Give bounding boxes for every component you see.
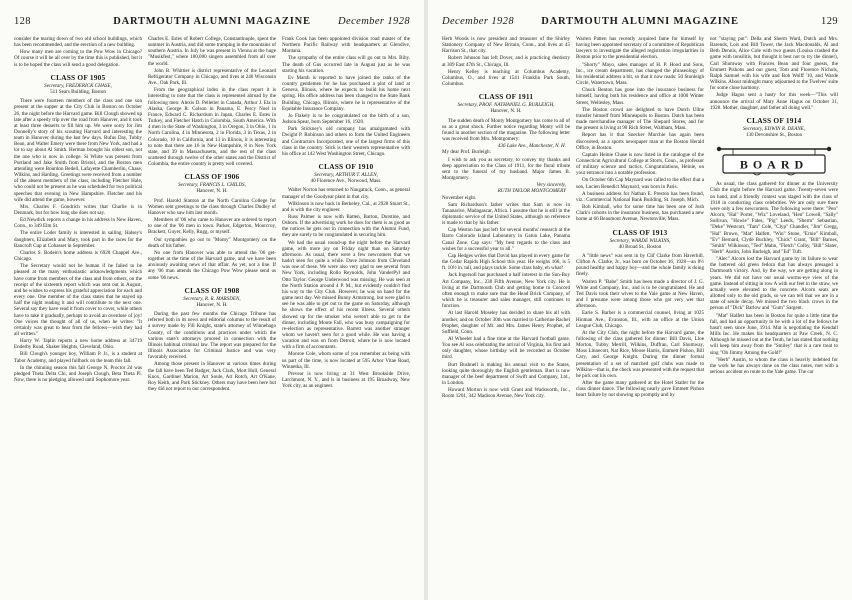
- issue-date: December 1928: [442, 16, 514, 27]
- paragraph: Warren Patten has recently acquired fame for himself by having been appointed secretary of a committee of Republican lawyers to investigate the alleged registration irregularities in Boston prior to the presidential election.: [576, 36, 704, 61]
- paragraph: Judge Hagus sent a hasty for this week—"This will announce the arrival of Mary Anne Hagus on October 31, 1928. Mother, daughter, and father all doing well.": [710, 92, 838, 111]
- right-column-1: [442, 36, 570, 596]
- paragraph: On October 6th Cap Maynard was called to the effect that a son, Lucien Benedict Maynard, was born in Paris.: [576, 177, 704, 190]
- paragraph: Charles S. Bodein's home address is 6920 Chappel Ave., Chicago.: [14, 249, 142, 263]
- right-page: [428, 0, 852, 600]
- right-column-3: [710, 36, 838, 596]
- paragraph: How many men are coming to the Pow Wow in Chicago? Of course it will be all over by the time this is published, but it is to be hoped the class will send a good delegation.: [14, 49, 142, 68]
- secretary-line: Secretary, FREDERICK CHASE,: [44, 82, 112, 89]
- letter-body: I wish to ask you as secretary, to convey my thanks and deep appreciation to the Class of 1911, for the floral tribute sent to the funeral of my husband. Major James B. Montgomery.: [442, 156, 570, 182]
- page-number: 128: [14, 16, 31, 27]
- class-heading: CLASS OF 1910: [318, 161, 374, 171]
- paragraph: Robert Johnson has left Dover, and is practicing dentistry at 309 East 47th St., Chicago, Ill.: [442, 55, 570, 68]
- secretary-line: Secretary, WARDE WILKINS,: [609, 237, 671, 244]
- paragraph: A "little news" was sent in by Clif Clarke from Haverhill. Clifton A. Clarke, Jr., was born on October 16, 1928—an 8½ pound healthy and happy boy—and the whole family is doing finely.: [576, 252, 704, 278]
- class-heading: CLASS OF 1908: [184, 285, 240, 295]
- class-heading: CLASS OF 1911: [478, 92, 534, 102]
- letter-salutation: My dear Prof. Burleigh:: [442, 149, 491, 156]
- paragraph: Members of '06 who came to Hanover are ordered to report to one of the '06 men in town. Parker, Edgerton, Moorcroy, Brackett, Guyer, Kelly, Rugg, or myself.: [148, 217, 276, 236]
- left-page: [0, 0, 424, 600]
- paragraph: Herb Woods is now president and treasurer of the Shirley Stationery Company of New Britain, Conn., and lives at 45 Harrison St., that city.: [442, 36, 570, 55]
- paragraph: There were fourteen members of the class and one son present at the supper at the City Club in Boston on October 26, the night before the Harvard game. Bill Clough showed up late after a speedy trip over the road from Hanover, and it took at least three desserts to fill him up. We were sorry for Jim Donnelly's story of his scouting Harvard and interesting the team in Hanover during the last few days. Rufus Day, Tubby Bean, and Walter Emery were there from New York, and had a lot to say about Al Smith. Herman brought his oldest son, not the one who is now in college. Si White was present from Portland and Jake Smith from Bristol, and the Boston men attending were Bourdon Bedell, Lafayette Chamberlin, Chase, Wilkins, and Harding. Greetings were received from a number of the absent members of the class, including Fletcher Hale, who could not be present as he was scheduled for two political speeches that evening in New Hampshire. Fletcher and his wife did attend the game, however.: [14, 98, 142, 203]
- paragraph: The sympathy of the entire class will go out to Mrs. Biby. The death of Gus occurred late in August just as he was starting his vacation.: [282, 55, 410, 74]
- paragraph: Monroe Cole, whom some of you remember as being with us part of the time, is now located at 595 Arbor Vitae Road, Winnetka, Ill.: [282, 351, 410, 370]
- paragraph: At last Harold Moseley has decided to share his all with another, and on October 30th was married to Catherine Rachel Prophet, daughter of Mr. and Mrs. James Henry Prophet, of Suffield, Conn.: [442, 310, 570, 335]
- secretary-address: 40 Broad St., Boston: [618, 243, 662, 250]
- paragraph: As usual, the class gathered for dinner at the University Club the night before the Harvard game. Twenty-seven were on hand, and a friendly contest was staged with the class of 1918 in conducting class celebrities. We are only sure there were only a few newcomers. The following were there: "Pen" Alcorn, "Hal" Porter, "Wiz" Loveland, "Hen" Lowell, "Sally" Sullivan, "Howie" Fales, "Pig" Leeds, "Sherm" Sebastian, "Deke" Westcott, "Tam" Cole, "Clyp" Chandler, "Jim" Gregg, "Hal" Brown, "Mat" Halfett, "Win" Stone, "Ernie" Kimball, "Ev" Bernard, Clyde Buckley, "Chick" Grant, "Bill" Barnes, "Smith" Wilkinson, "Ted" Mahn, "Fletch" Colby, "Bill" Slater, "Herb" Austin, John Burleigh, and "Ed" Tuft.: [710, 181, 838, 255]
- paragraph: After the game many gathered at the Hotel Statler for the class dinner dance. The following nearly gave Emmett Pishon heart failure by not showing up promptly and by: [576, 380, 704, 399]
- running-header-right: [428, 16, 852, 30]
- paragraph: From the geographical index in the class report it is interesting to note that the class is represented abroad by the following men: Alexis D. Pelletier in Canada, Arthur J. Ela in Alaska, George R. Colson in Panama, E. Percy Noel in France, Edward C. Richardson in Japan, Charles E. Estes in Turkey, and Fletcher Hatch in Colombia, South America. With 4 men in the State of Washington, 3 in Oregon, 3 in Ohio, 1 in North Carolina, 4 in Minnesota, 2 in Florida, 3 in Texas, 2 in Colorado, 10 in California, and 13 in Illinois, it is interesting to note that there are 16 in New Hampshire, 8 in New York state, and 39 in Massachusetts, and the rest of the class scattered through twelve of the other states and the District of Columbia, the entire country is pretty well covered.: [148, 87, 276, 168]
- paragraph: Prof. Harold Stanton at the North Carolina College for Women sent greetings to the class through Charles Dudley of Hanover who saw him last month.: [148, 197, 276, 216]
- paragraph: not "staying put": Della and Sherm Ward, Dutch and Mrs. Barends, Lois and Bill Tower, the Jack Macdonalds, Al and Beth Dennis, Alice Cole with two guests (Louisa crashed the game with tonsilitis, but thought it best not to try the dinner), Carl Shumway with Frances Bean and four guests, the Emmett Pishons and our guest, Tom and Florence Nichols, Ralph Samuel with his wife and Bob Wolff '10, and Warde Wilkins. About midnight many adjourned to the Twelves' suite for some close harmony.: [710, 36, 838, 92]
- paragraph: Warren P. "Babe" Smith has been made a director of J. G. White and Company, Inc., and is to be congratulated. He and Ted Davis took their wives to the Yale game at New Haven, and I presume were among those who got very wet that afternoon.: [576, 278, 704, 310]
- secretary-address: 40 Florence Ave., Norwood, Mass.: [310, 178, 382, 185]
- secretary-line: Secretary, ARTHUR T. ALLEN,: [314, 171, 378, 178]
- left-column-2: [148, 36, 276, 596]
- paragraph: Harry W. Taplin reports a new home address at 34719 Enderby Road, Shaker Heights, Cleveland, Ohio.: [14, 338, 142, 351]
- paragraph: Cap Hedges writes that David has played in every game for the Cedar Rapids High School this year. He weighs 166, is 5 ft. 10½ in. tall, and plays tackle. Some class baby, eh what?: [442, 252, 570, 272]
- running-header-left: [0, 16, 424, 30]
- paragraph: Bill Clough's younger boy, William P. Jr., is a student at Tabor Academy, and played fullback on the team this fall.: [14, 351, 142, 364]
- paragraph: A business address for Nathan E. Preston has been found, viz.: Commercial National Bank Building, St. Joseph, Mich.: [576, 190, 704, 203]
- paragraph: "Herb" Austin, to whom the class is heavily indebted for the work he has always done on the class notes, met with a serious accident en route to the Yale game. The car: [710, 356, 838, 375]
- paragraph: The sudden death of Monty Montgomery has come to all of us as a great shock. Further notice regarding Monty will be found in another section of the magazine. The following letter was received from Mrs. Montgomery:: [442, 117, 570, 143]
- paragraph: In the chinning season this fall George N. Proctor 2d was pledged Theta Delta Chi, and Joseph Clough, Beta Theta Pi. Now, there is no pledging allowed until Sophomore year.: [14, 364, 142, 384]
- paragraph: Captain Heinie Chase is now listed in the catalogue of the Connecticut Agricultural College at Storrs, Conn., as professor of military science and tactics. Congratulations, Heinie, on your entrance into a notable profession.: [576, 151, 704, 177]
- magazine-title: DARTMOUTH ALUMNI MAGAZINE: [113, 16, 311, 27]
- page-number: 129: [821, 16, 838, 27]
- paragraph: Wilkinson is now back in Berkeley, Cal., at 2928 Stuart St., and is with the city engineer.: [282, 200, 410, 213]
- paragraph: Walter Norton has returned to Naugatuck, Conn., as general manager of the Goodyear plant in that city.: [282, 187, 410, 200]
- paragraph: We had the usual round-up the night before the Harvard game, with more joy on Friday night than on Saturday afternoon. As usual, there were a few newcomers that we hadn't seen for quite a while. Dave Johnson from Cleveland was one of these. We were also very glad to see several from New York, including Rollo Reynolds, John VanderPyl and Otto Taylor. George Underwood was missing. He was seen at the North Station around 4 P. M., but evidently couldn't find his way to the City Club. However, he was on hand for the game next day. We missed Bunny Armstrong, but were glad to see he was able to get out to the game on Saturday, although he shows the effect of his recent illness. Several others showed up for the smoker who weren't able to get to the dinner, including Monte Fall, who was busy campaigning for re-election as representative. Barrett was another stranger whom we haven't seen for a good while. He was having a vacation and was on from Detroit, where he is now located with a firm of accountants.: [282, 239, 410, 351]
- class-heading: CLASS OF 1905: [50, 72, 106, 82]
- paragraph: The entire Loder family is interested in sailing. Halsey's daughters, Elizabeth and Mary, took part in the races for the Bancroft Cup at Cohasset in September.: [14, 230, 142, 249]
- letter-date: November eight.: [442, 194, 477, 201]
- paragraph: Jo Flakely is to be congratulated on the birth of a son, Judson Spear, born September 16, 1928.: [282, 112, 410, 126]
- paragraph: "Alec" Alcorn lost the Harvard game by its failure to wear the battered old green fedora that has always presaged a Dartmouth victory. And, by the way, we are getting along in years. We did not have our usual worms-eye view of the game. Instead of sitting in row A with our feet in the straw, we actually were elevated to the concrete. Alcorn seats are allotted only to the old grads, so we can tell that we are in a state of senile decay. We missed the two black crows in the person of "Dick" Barlow and "Gum" Sargent.: [710, 256, 838, 312]
- hanging-sign-icon: [713, 143, 835, 177]
- left-column-1: [14, 36, 142, 596]
- paragraph: Jack Ingersoll has purchased a half interest in the Sun-Boy Art Company, Inc., 230 Fifth Avenue, New York city. He is living at the Dartmouth Club and getting home to Concord often enough to make sure that the Head Brick Company, of which he is treasurer and sales manager, still continues to function.: [442, 272, 570, 310]
- paragraph: Among those present in Hanover at various times during the fall have been Ted Badger, Jack Clark, Mort Hull, General Knox, Gardiner Marion, Art Soule, Art Rotch, Art O'Kane, Roy Keith, and Park Stickney. Others may have been here but they did not report to our correspondent.: [148, 361, 276, 392]
- secretary-line: Secretary, R. R. MARSDEN,: [183, 295, 241, 302]
- secretary-address: Hanover, N. H.: [196, 301, 228, 308]
- paragraph: Frank Cook has been appointed division road master of the Northern Pacific Railway with headquarters at Glendive, Montana.: [282, 36, 410, 55]
- paragraph: "Mat" Halfett has been in Boston for quite a little time the fall, and had an opportunity to be with a lot of the fellows he hasn't seen since June, 1914. Mat is negotiating the Kendall Mills Inc. He makes his headquarters at Paw Creek, N. C. Although he missed out at the Tenth, he has stated that nothing will keep him away from the "Smiley" that is a rare treat to sing "Oh Jimmy Among the Gold!": [710, 312, 838, 356]
- paragraph: Prevear is now living at 31 West Brookside Drive, Larchmont, N. Y., and is in business at 195 Broadway, New York city, as an engineer.: [282, 370, 410, 390]
- paragraph: Report has it that Snecker Murchie has again been discovered, as a sports newspaper man at the Boston Herald Office, in Boston.: [576, 132, 704, 151]
- paragraph: Henry Kelley is teaching at Columbus Academy, Columbus, O., and lives at 1541 Franklin Park South, Columbus.: [442, 68, 570, 88]
- paragraph: "Shorty" Mayo, sales manager of H. P. Hood and Sons, Inc., ice cream department, has changed the phraseology of his residential address a bit, so that it now reads: 50 Stonleigh Circle, Watertown, Mass.: [576, 61, 704, 87]
- letter-closing: Very sincerely,: [536, 182, 566, 189]
- paragraph: At the City Club, the night before the Harvard game, the following of the class gathered for dinner: Bill Davis, Lloe Morton, Tubby Merrill, Wilkins, Duffran, Carl Shumway, Moss Linnecott, Nat Rice, Moose Harris, Emmett Pishon, Bill Cary, and George Knight. During the dinner formal presentation of a set of matched golf clubs was made to Wilkins—that is, the check was presented with the request that he pick out his own.: [576, 329, 704, 379]
- paragraph: During the past few months the Chicago Tribune has referred both in its news and editorial columns to the result of a survey made by Fill Knight, state's attorney of Winnebago County, of the conditions and practices under which the various state's attorneys proceed in connection with the Illinois habitual criminal law. The report was prepared for the Illinois Association for Criminal Justice and was very favorably received.: [148, 311, 276, 361]
- secretary-address: 130 Devonshire St., Boston: [745, 132, 803, 139]
- paragraph: The Secretary would not be human if he failed to be pleased at the many enthusiastic acknowledgments which have come from members of the class and from others, on the receipt of the sixteenth report which was sent out in August, and he wishes to express his grateful appreciation for each and every one. One member of the class states that he stayed up half the night reading it and will contribute to the next one. Several say they have read it from cover to cover, while others have to take it gradually, perhaps to avoid an overdose of joy! One voices the thought of all of us, when he writes: "It certainly was great to hear from the fellows—wish they had all written.": [14, 263, 142, 337]
- sign-lettering: BOARD: [739, 157, 809, 172]
- secretary-line: Secretary, EDWIN R. DEANE,: [742, 125, 806, 132]
- class-heading: CLASS OF 1906: [184, 172, 240, 182]
- class-heading: CLASS OF 1913: [612, 227, 668, 237]
- secretary-line: Secretary, PROF. NATHANIEL G. BURLEIGH,: [457, 102, 555, 109]
- paragraph: Charles E. Estes of Robert College, Constantinople, spent the summer in Austria, and did some tramping in the mountains of southern Austria. In July he was present in Vienna at the huge "Musikfest," where 180,000 singers assembled from all over the world.: [148, 36, 276, 67]
- class-heading: CLASS OF 1914: [746, 115, 802, 125]
- paragraph: Cap Weston has just left for several months' research at the Barro Colorado Island Laboratory in Gatun Lake, Panama Canal Zone. Cap says: "My best regards to the class and wishes for a successful year to all.": [442, 227, 570, 252]
- class-emblem-illustration: [713, 143, 835, 177]
- paragraph: Our sympathies go out to "Monty" Montgomery on the death of his father.: [148, 236, 276, 249]
- paragraph: Burt Bushnell is making his annual visit to the States, looking quite thoroughly the English gentleman. Burt is now manager of the beef department of Swift and Company, Ltd., in London.: [442, 361, 570, 387]
- paragraph: Chuck Benton has gone into the insurance business for himself, having both his residence and office at 1000 Winter Street, Wellesley, Mass.: [576, 87, 704, 106]
- paragraph: Mrs. Charles F. Goodrich writes that Charlie is in Denmark, but for how long she does not say.: [14, 203, 142, 216]
- paragraph: Ed Newdick reports a change in his address in New Haven, Conn., to 349 Elm St.: [14, 217, 142, 230]
- secretary-address: Hanover, N. H.: [196, 188, 228, 195]
- paragraph: Earle S. Barber is a commercial counsel, living at 1025 Hinman Ave., Evanston, Ill., with an office at the Union League Club, Chicago.: [576, 310, 704, 329]
- issue-date: December 1928: [338, 16, 410, 27]
- secretary-address: Hanover, N. H.: [490, 108, 522, 115]
- paragraph: Howard Morton is now with Grant and Wadsworth, Inc., Room 1201, 342 Madison Avenue, New York city.: [442, 387, 570, 400]
- paragraph: Park Stickney's old company has amalgamated with Dwight P. Robinson and others to form the United Engineers and Contractors Incorporated, one of the largest firms of this class in the country. Stick is their western representative with his office at 142 West Washington Street, Chicago.: [282, 126, 410, 157]
- paragraph: Russ Palmer is now with Batten, Barton, Durstine, and Osborn. If the advertising work he does for them is as good as the notices he gets out in connection with the Alumni Fund, they are surely to be congratulated in securing him.: [282, 214, 410, 239]
- letter-address: 436 Lake Ave., Manchester, N. H.: [497, 143, 566, 150]
- paragraph: The Boston crowd are delighted to have Dutch Ullne transfer himself from Minneapolis to Boston. Dutch has been made merchandise manager of The Shepard Stores, and for the present is living at 90 Rich Street, Waltham, Mass.: [576, 106, 704, 132]
- secretary-line: Secretary, FRANCIS L. CHILDS,: [178, 182, 246, 189]
- right-column-2: [576, 36, 704, 596]
- secretary-address: 511 Sears Building, Boston: [50, 88, 106, 95]
- letter-signature: RUTH TAYLOR MONTGOMERY: [497, 188, 566, 195]
- paragraph: Ev Marsh is reported to have joined the ranks of the country gentlemen for he has purchased a plot of land at Geneva, Illinois, where he expects to build his home next spring. His office address has been changed to the State Bank Building, Chicago, Illinois, where he is representative of the Equitable Insurance Company.: [282, 74, 410, 112]
- paragraph: No one from Hanover was able to attend the '06 get-together at the time of the Harvard game, and we have been anxiously awaiting news of that affair. As yet, not a line. If any '06 man attends the Chicago Pow Wow please send us some '06 news.: [148, 249, 276, 281]
- magazine-title: DARTMOUTH ALUMNI MAGAZINE: [541, 16, 739, 27]
- left-column-3: [282, 36, 410, 596]
- paragraph: Bob Kimball, who for some time has been one of Josh Clark's cohorts in the insurance business, has purchased a new home at 66 Beaumont Avenue, Newtonville, Mass.: [576, 204, 704, 223]
- paragraph: John B. Whittier is district representative of the Leonard Refrigerator Company in Chicago, and lives at 240 Wisconsin Ave., Oak Park, Ill.: [148, 67, 276, 87]
- paragraph: consider the tearing down of two old school buildings, which has been recommended, and the erection of a new building.: [14, 36, 142, 49]
- paragraph: Al Wheeler had a fine time at the Harvard football game. You see Al was celebrating the arrival of Virginia, his first and only daughter, whose birthday will be recorded as October third.: [442, 335, 570, 361]
- paragraph: Sam Richardson's father writes that Sam is now in Tananarive, Madagascar, Africa. I assume that he is still in the diplomatic service of the United States, although no reference is made to that by his father.: [442, 201, 570, 227]
